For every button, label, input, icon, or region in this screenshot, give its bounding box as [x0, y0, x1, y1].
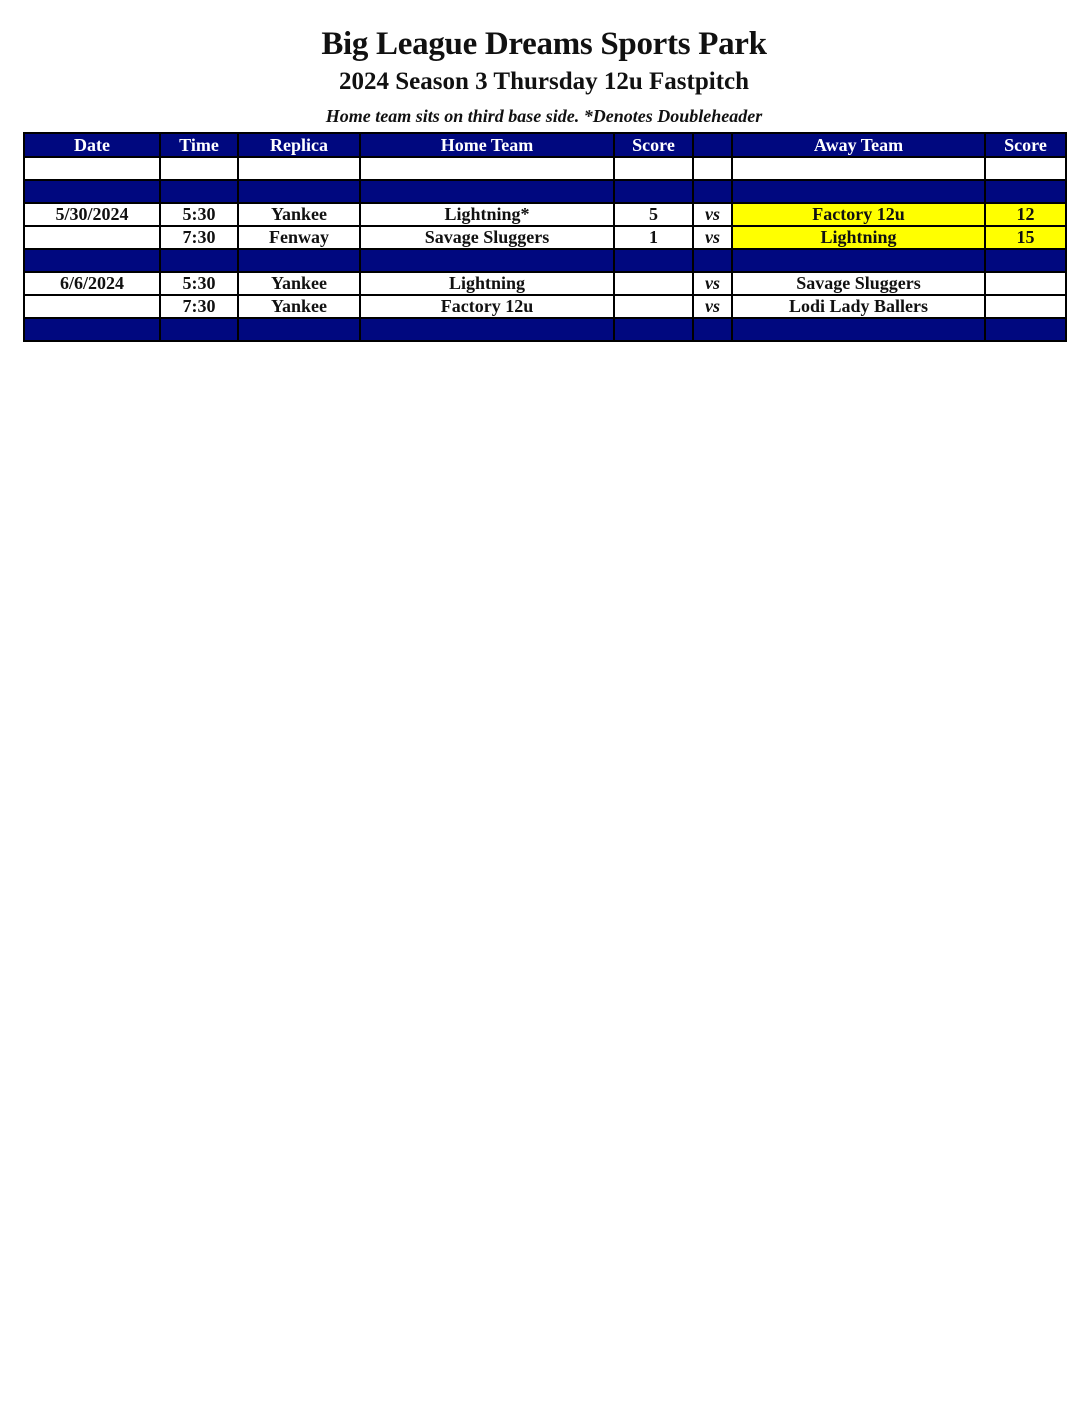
game-row: [24, 295, 1066, 318]
away-score: [985, 272, 1066, 295]
away-score: [985, 295, 1066, 318]
column-header-home-team: Home Team: [360, 133, 614, 157]
column-header-replica: Replica: [238, 133, 360, 157]
game-date: 6/6/2024: [24, 272, 160, 295]
away-score: 15: [985, 226, 1066, 249]
home-team: Lightning: [360, 272, 614, 295]
home-score: 5: [614, 203, 693, 226]
column-header-vs: [693, 133, 732, 157]
game-replica: Yankee: [238, 272, 360, 295]
game-date: [24, 295, 160, 318]
blank-row: [24, 157, 1066, 180]
schedule-note: Home team sits on third base side. *Denotes Doubleheader: [325, 106, 763, 126]
column-header-away-team: Away Team: [732, 133, 985, 157]
home-team: Factory 12u: [360, 295, 614, 318]
game-row: [24, 226, 1066, 249]
away-team: Lodi Lady Ballers: [732, 295, 985, 318]
game-time: 5:30: [160, 272, 238, 295]
game-replica: Yankee: [238, 203, 360, 226]
home-score: [614, 295, 693, 318]
column-header-home-score: Score: [614, 133, 693, 157]
separator-row: [24, 249, 1066, 272]
away-score: 12: [985, 203, 1066, 226]
column-header-date: Date: [24, 133, 160, 157]
page-subtitle: 2024 Season 3 Thursday 12u Fastpitch: [338, 68, 750, 95]
game-time: 7:30: [160, 226, 238, 249]
game-row: [24, 272, 1066, 295]
away-team: Factory 12u: [732, 203, 985, 226]
away-team: Savage Sluggers: [732, 272, 985, 295]
vs-label: vs: [693, 295, 732, 318]
away-team: Lightning: [732, 226, 985, 249]
game-replica: Fenway: [238, 226, 360, 249]
separator-row: [24, 318, 1066, 341]
separator-row: [24, 180, 1066, 203]
game-date: [24, 226, 160, 249]
home-team: Savage Sluggers: [360, 226, 614, 249]
game-time: 7:30: [160, 295, 238, 318]
home-team: Lightning*: [360, 203, 614, 226]
page-title: Big League Dreams Sports Park: [321, 26, 767, 62]
game-time: 5:30: [160, 203, 238, 226]
vs-label: vs: [693, 272, 732, 295]
vs-label: vs: [693, 226, 732, 249]
game-row: [24, 203, 1066, 226]
home-score: [614, 272, 693, 295]
header-row: [24, 133, 1066, 157]
schedule-table: [23, 132, 1067, 342]
game-date: 5/30/2024: [24, 203, 160, 226]
column-header-away-score: Score: [985, 133, 1066, 157]
game-replica: Yankee: [238, 295, 360, 318]
vs-label: vs: [693, 203, 732, 226]
column-header-time: Time: [160, 133, 238, 157]
home-score: 1: [614, 226, 693, 249]
